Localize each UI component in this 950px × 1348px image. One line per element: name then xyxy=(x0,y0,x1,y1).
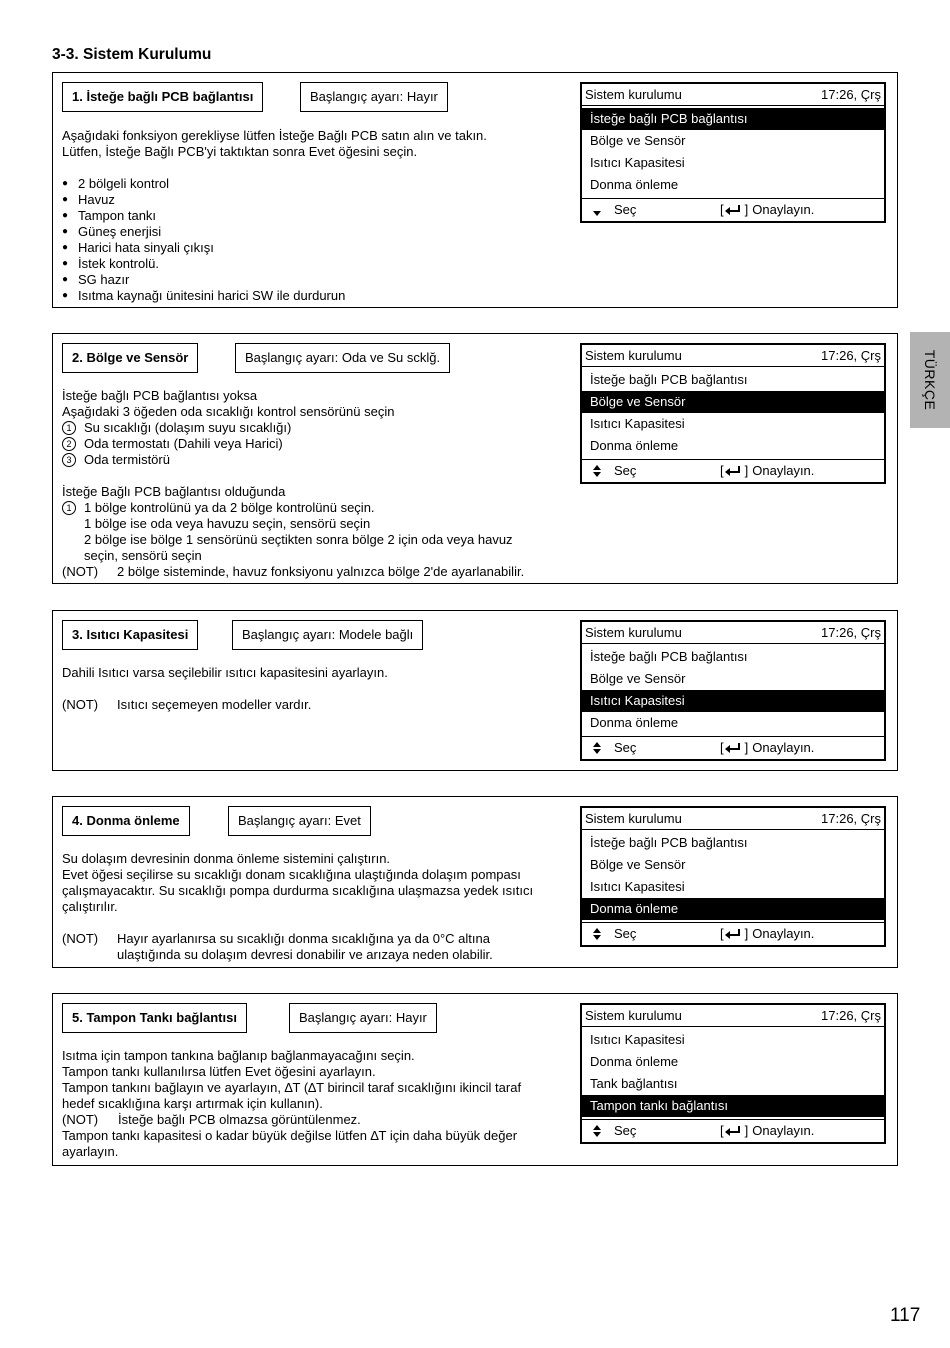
confirm-hint xyxy=(720,1120,814,1142)
note-text: İsteğe bağlı PCB olmazsa görüntülenmez. xyxy=(118,1112,361,1127)
up-down-arrow-icon xyxy=(592,926,602,942)
screen-footer xyxy=(582,1120,884,1142)
option-item: 1 Su sıcaklığı (dolaşım suyu sıcaklığı) xyxy=(62,420,572,436)
confirm-hint xyxy=(720,737,814,759)
note-text: Hayır ayarlanırsa su sıcaklığı donma sıcaklığına ya da 0°C altına ulaştığında su dolaşım devresi donabilir ve arızaya neden olabilir. xyxy=(117,931,493,962)
bracket-open: [ xyxy=(720,202,724,217)
menu-item-selected[interactable]: İsteğe bağlı PCB bağlantısı xyxy=(582,108,884,130)
menu-item-selected[interactable]: Isıtıcı Kapasitesi xyxy=(582,690,884,712)
confirm-label: Onaylayın. xyxy=(752,926,815,941)
default-setting: Başlangıç ayarı: Hayır xyxy=(289,1003,437,1033)
list-item: ● SG hazır xyxy=(62,272,562,288)
note-label: (NOT) xyxy=(62,1112,99,1127)
section-body xyxy=(62,665,562,713)
enter-icon xyxy=(724,928,742,940)
menu-item[interactable]: Bölge ve Sensör xyxy=(590,857,686,872)
confirm-hint xyxy=(720,923,814,945)
up-down-arrow-icon xyxy=(592,1123,602,1139)
lcd-screen xyxy=(580,343,886,484)
up-down-arrow-icon xyxy=(592,740,602,756)
select-label: Seç xyxy=(614,926,637,941)
body-line: Aşağıdaki 3 öğeden oda sıcaklığı kontrol sensörünü seçin xyxy=(62,404,395,419)
body-line: çalışmayacaktır. Su sıcaklığı pompa durdurma sıcaklığına ulaşmazsa yedek ısıtıcı xyxy=(62,883,534,898)
list-item: ● Tampon tankı xyxy=(62,208,562,224)
intro-text: Aşağıdaki fonksiyon gerekliyse lütfen İsteğe Bağlı PCB satın alın ve takın. xyxy=(62,128,487,143)
number-3-icon: 3 xyxy=(62,453,76,467)
menu-item[interactable]: Donma önleme xyxy=(590,715,679,730)
section-frost-protection xyxy=(52,796,898,968)
body-line: Tampon tankı kullanılırsa lütfen Evet öğesini ayarlayın. xyxy=(62,1064,376,1079)
default-setting: Başlangıç ayarı: Hayır xyxy=(300,82,448,112)
screen-footer xyxy=(582,737,884,759)
screen-title: Sistem kurulumu xyxy=(585,87,682,102)
page-heading: 3-3. Sistem Kurulumu xyxy=(52,46,212,63)
section-heater-capacity xyxy=(52,610,898,771)
menu-item[interactable]: Donma önleme xyxy=(590,177,679,192)
screen-header xyxy=(582,1005,884,1027)
screen-menu xyxy=(582,106,884,199)
section-body xyxy=(62,128,562,304)
note xyxy=(62,931,572,963)
screen-header xyxy=(582,84,884,106)
screen-menu xyxy=(582,830,884,923)
body-line: Evet öğesi seçilirse su sıcaklığı donam sıcaklığına ulaştığında dolaşım pompası xyxy=(62,867,521,882)
section-optional-pcb xyxy=(52,72,898,308)
body-line: İsteğe Bağlı PCB bağlantısı olduğunda xyxy=(62,484,286,499)
screen-title: Sistem kurulumu xyxy=(585,625,682,640)
menu-item[interactable]: İsteğe bağlı PCB bağlantısı xyxy=(590,372,748,387)
list-item: ● İstek kontrolü. xyxy=(62,256,562,272)
section-body xyxy=(62,851,572,963)
screen-menu xyxy=(582,644,884,737)
menu-item[interactable]: Isıtıcı Kapasitesi xyxy=(590,1032,685,1047)
function-list xyxy=(62,176,562,304)
list-item: ● 2 bölgeli kontrol xyxy=(62,176,562,192)
select-label: Seç xyxy=(614,740,637,755)
screen-header xyxy=(582,808,884,830)
body-line: Dahili Isıtıcı varsa seçilebilir ısıtıcı kapasitesini ayarlayın. xyxy=(62,665,388,680)
body-line: seçin, sensörü seçin xyxy=(84,548,202,563)
number-1-icon: 1 xyxy=(62,501,76,515)
body-line: Tampon tankını bağlayın ve ayarlayın, ∆T (∆T birincil taraf sıcaklığını ikincil taraf xyxy=(62,1080,522,1095)
menu-item[interactable]: Donma önleme xyxy=(590,1054,679,1069)
up-down-arrow-icon xyxy=(592,463,602,479)
bracket-open: [ xyxy=(720,740,724,755)
screen-menu xyxy=(582,367,884,460)
body-line: İsteğe bağlı PCB bağlantısı yoksa xyxy=(62,388,258,403)
screen-time: 17:26, Çrş xyxy=(821,625,881,640)
screen-title: Sistem kurulumu xyxy=(585,1008,682,1023)
section-title: 3. Isıtıcı Kapasitesi xyxy=(62,620,198,650)
body-line: çalıştırılır. xyxy=(62,899,118,914)
language-tab xyxy=(910,332,950,428)
menu-item-selected[interactable]: Tampon tankı bağlantısı xyxy=(582,1095,884,1117)
section-body xyxy=(62,388,572,580)
enter-icon xyxy=(724,1125,742,1137)
section-body xyxy=(62,1048,572,1160)
body-line: 2 bölge ise bölge 1 sensörünü seçtikten sonra bölge 2 için oda veya havuz xyxy=(84,532,513,547)
menu-item-selected[interactable]: Bölge ve Sensör xyxy=(582,391,884,413)
body-line: Isıtma için tampon tankına bağlanıp bağlanmayacağını seçin. xyxy=(62,1048,415,1063)
screen-time: 17:26, Çrş xyxy=(821,87,881,102)
bracket-open: [ xyxy=(720,926,724,941)
note-label: (NOT) xyxy=(62,931,99,946)
section-title: 4. Donma önleme xyxy=(62,806,190,836)
screen-title: Sistem kurulumu xyxy=(585,811,682,826)
section-zone-sensor xyxy=(52,333,898,584)
lcd-screen xyxy=(580,82,886,223)
list-item: ● Güneş enerjisi xyxy=(62,224,562,240)
screen-time: 17:26, Çrş xyxy=(821,348,881,363)
confirm-hint xyxy=(720,199,814,221)
note-text: Isıtıcı seçemeyen modeller vardır. xyxy=(117,697,312,712)
menu-item[interactable]: Tank bağlantısı xyxy=(590,1076,678,1091)
section-title: 1. İsteğe bağlı PCB bağlantısı xyxy=(62,82,263,112)
screen-footer xyxy=(582,923,884,945)
body-line: hedef sıcaklığına karşı artırmak için kullanın). xyxy=(62,1096,323,1111)
number-2-icon: 2 xyxy=(62,437,76,451)
confirm-label: Onaylayın. xyxy=(752,463,815,478)
note xyxy=(62,1112,572,1128)
menu-item[interactable]: İsteğe bağlı PCB bağlantısı xyxy=(590,649,748,664)
body-line: ayarlayın. xyxy=(62,1144,119,1159)
note-text: 2 bölge sisteminde, havuz fonksiyonu yalnızca bölge 2'de ayarlanabilir. xyxy=(117,564,525,579)
lcd-screen xyxy=(580,806,886,947)
bracket-close: ] xyxy=(744,740,749,755)
menu-item[interactable]: Isıtıcı Kapasitesi xyxy=(590,416,685,431)
bracket-close: ] xyxy=(744,1123,749,1138)
select-label: Seç xyxy=(614,202,637,217)
menu-item[interactable]: Bölge ve Sensör xyxy=(590,671,686,686)
confirm-label: Onaylayın. xyxy=(752,1123,815,1138)
screen-footer xyxy=(582,199,884,221)
note xyxy=(62,697,562,713)
section-title: 2. Bölge ve Sensör xyxy=(62,343,198,373)
menu-item[interactable]: Isıtıcı Kapasitesi xyxy=(590,879,685,894)
select-label: Seç xyxy=(614,463,637,478)
note-label: (NOT) xyxy=(62,564,99,579)
default-setting: Başlangıç ayarı: Evet xyxy=(228,806,371,836)
lcd-screen xyxy=(580,620,886,761)
section-buffer-tank xyxy=(52,993,898,1166)
default-setting: Başlangıç ayarı: Modele bağlı xyxy=(232,620,423,650)
down-arrow-icon xyxy=(592,202,602,218)
enter-icon xyxy=(724,204,742,216)
screen-header xyxy=(582,622,884,644)
note xyxy=(62,564,572,580)
note-label: (NOT) xyxy=(62,697,99,712)
screen-title: Sistem kurulumu xyxy=(585,348,682,363)
intro-text: Lütfen, İsteğe Bağlı PCB'yi taktıktan sonra Evet öğesini seçin. xyxy=(62,144,418,159)
confirm-hint xyxy=(720,460,814,482)
confirm-label: Onaylayın. xyxy=(752,202,815,217)
body-line: Su dolaşım devresinin donma önleme sistemini çalıştırın. xyxy=(62,851,391,866)
option-item: 2 Oda termostatı (Dahili veya Harici) xyxy=(62,436,572,452)
option-item: 3 Oda termistörü xyxy=(62,452,572,468)
list-item: ● Isıtma kaynağı ünitesini harici SW ile durdurun xyxy=(62,288,562,304)
bracket-open: [ xyxy=(720,463,724,478)
enter-icon xyxy=(724,465,742,477)
section-title: 5. Tampon Tankı bağlantısı xyxy=(62,1003,247,1033)
bracket-close: ] xyxy=(744,926,749,941)
bracket-close: ] xyxy=(744,463,749,478)
screen-menu xyxy=(582,1027,884,1120)
body-line: Tampon tankı kapasitesi o kadar büyük değilse lütfen ∆T için daha büyük değer xyxy=(62,1128,518,1143)
menu-item[interactable]: Bölge ve Sensör xyxy=(590,133,686,148)
default-setting: Başlangıç ayarı: Oda ve Su scklğ. xyxy=(235,343,450,373)
screen-header xyxy=(582,345,884,367)
menu-item[interactable]: İsteğe bağlı PCB bağlantısı xyxy=(590,835,748,850)
bracket-open: [ xyxy=(720,1123,724,1138)
body-line: 1 bölge ise oda veya havuzu seçin, sensörü seçin xyxy=(84,516,371,531)
page-number: 117 xyxy=(890,1305,921,1326)
screen-time: 17:26, Çrş xyxy=(821,811,881,826)
menu-item-selected[interactable]: Donma önleme xyxy=(582,898,884,920)
menu-item[interactable]: Donma önleme xyxy=(590,438,679,453)
screen-footer xyxy=(582,460,884,482)
enter-icon xyxy=(724,742,742,754)
lcd-screen xyxy=(580,1003,886,1144)
option-item: 1 1 bölge kontrolünü ya da 2 bölge kontrolünü seçin. xyxy=(62,500,572,516)
select-label: Seç xyxy=(614,1123,637,1138)
screen-time: 17:26, Çrş xyxy=(821,1008,881,1023)
language-tab-label: TÜRKÇE xyxy=(922,349,938,411)
confirm-label: Onaylayın. xyxy=(752,740,815,755)
list-item: ● Havuz xyxy=(62,192,562,208)
menu-item[interactable]: Isıtıcı Kapasitesi xyxy=(590,155,685,170)
bracket-close: ] xyxy=(744,202,749,217)
number-1-icon: 1 xyxy=(62,421,76,435)
list-item: ● Harici hata sinyali çıkışı xyxy=(62,240,562,256)
